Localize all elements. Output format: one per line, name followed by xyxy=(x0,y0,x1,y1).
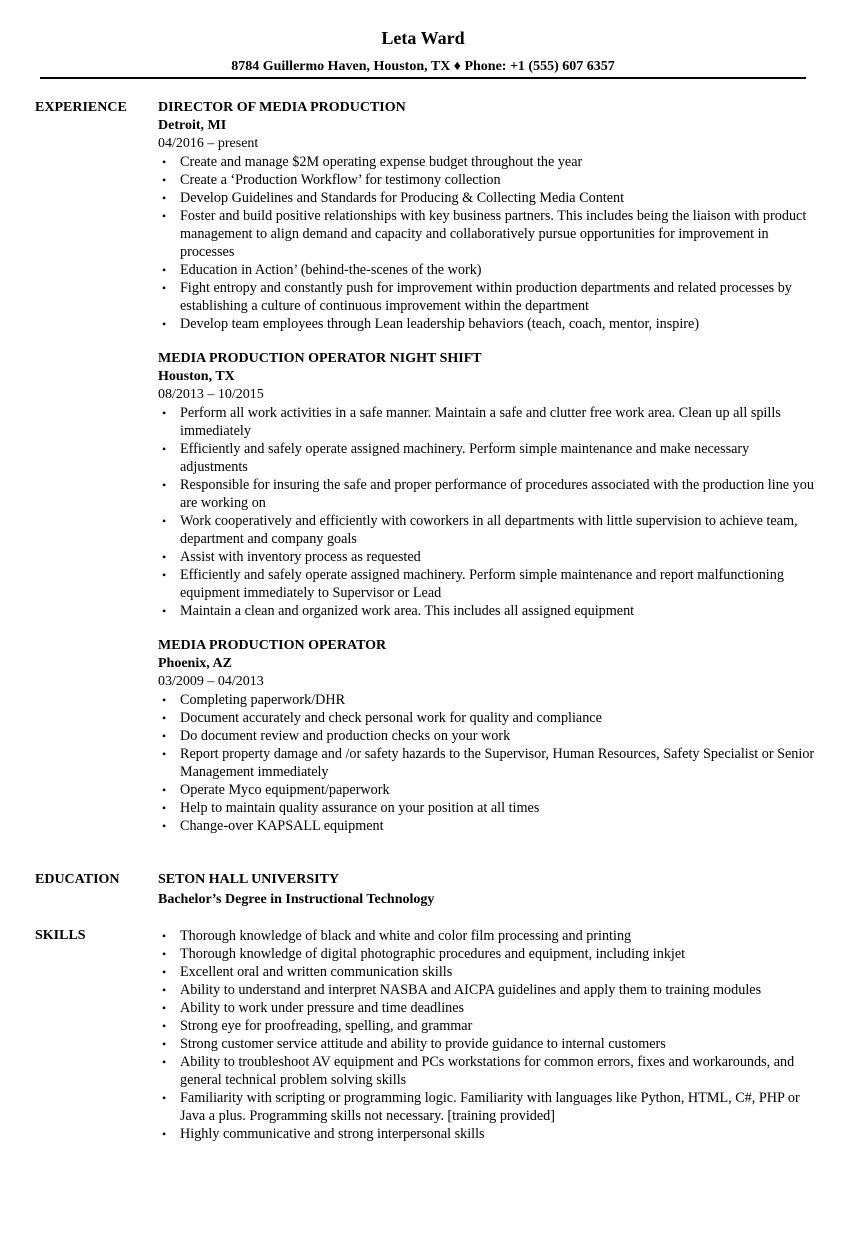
experience-body xyxy=(158,99,818,849)
bullet-icon: • xyxy=(162,263,167,277)
skill-text: Ability to work under pressure and time deadlines xyxy=(180,1000,465,1016)
bullet-icon: • xyxy=(162,729,167,743)
bullet-item xyxy=(158,261,818,279)
skills-body xyxy=(158,927,818,1143)
job-title: MEDIA PRODUCTION OPERATOR NIGHT SHIFT xyxy=(158,351,482,366)
bullet-icon: • xyxy=(162,711,167,725)
degree-name: Bachelor’s Degree in Instructional Technology xyxy=(158,892,435,907)
bullet-item xyxy=(158,440,818,476)
skill-item xyxy=(158,1053,818,1089)
candidate-name: Leta Ward xyxy=(381,28,465,48)
skill-item xyxy=(158,981,818,999)
bullet-item xyxy=(158,315,818,333)
bullet-item xyxy=(158,548,818,566)
bullet-text: Operate Myco equipment/paperwork xyxy=(180,782,390,798)
bullet-icon: • xyxy=(162,1091,167,1105)
bullet-text: Foster and build positive relationships with key business partners. This includes being the liaison with product management to align demand and capacity and collaboratively pursue opportunities for improvement in processes xyxy=(180,208,807,260)
bullet-text: Create and manage $2M operating expense budget throughout the year xyxy=(180,154,583,170)
bullet-text: Develop team employees through Lean leadership behaviors (teach, coach, mentor, inspire) xyxy=(180,316,700,332)
contact-line: 8784 Guillermo Haven, Houston, TX ♦ Phone: +1 (555) 607 6357 xyxy=(231,59,615,74)
bullet-item xyxy=(158,476,818,512)
bullet-item xyxy=(158,799,818,817)
bullet-icon: • xyxy=(162,173,167,187)
bullet-text: Fight entropy and constantly push for improvement within production departments and related processes by establishing a culture of continuous improvement within the department xyxy=(180,280,792,314)
job-location: Detroit, MI xyxy=(158,118,227,133)
bullet-text: Create a ‘Production Workflow’ for testimony collection xyxy=(180,172,501,188)
skill-item xyxy=(158,999,818,1017)
bullet-icon: • xyxy=(162,1055,167,1069)
skill-text: Highly communicative and strong interpersonal skills xyxy=(180,1126,485,1142)
job-entry xyxy=(158,637,818,835)
bullet-item xyxy=(158,171,818,189)
section-label-education: EDUCATION xyxy=(35,872,120,887)
bullet-icon: • xyxy=(162,801,167,815)
bullet-icon: • xyxy=(162,604,167,618)
bullet-text: Maintain a clean and organized work area. This includes all assigned equipment xyxy=(180,603,635,619)
job-dates: 04/2016 – present xyxy=(158,136,259,151)
bullet-icon: • xyxy=(162,191,167,205)
bullet-item xyxy=(158,512,818,548)
bullet-text: Report property damage and /or safety hazards to the Supervisor, Human Resources, Safety Specialist or Senior Management immediately xyxy=(180,746,815,780)
skill-item xyxy=(158,927,818,945)
bullet-icon: • xyxy=(162,819,167,833)
bullet-icon: • xyxy=(162,1019,167,1033)
bullet-text: Education in Action’ (behind-the-scenes of the work) xyxy=(180,262,482,278)
education-body xyxy=(158,871,818,909)
bullet-icon: • xyxy=(162,965,167,979)
bullet-text: Perform all work activities in a safe manner. Maintain a safe and clutter free work area. Clean up all spills immediately xyxy=(180,405,781,439)
bullet-icon: • xyxy=(162,568,167,582)
bullet-text: Do document review and production checks on your work xyxy=(180,728,511,744)
bullet-text: Change-over KAPSALL equipment xyxy=(180,818,384,834)
section-label-skills: SKILLS xyxy=(35,928,86,943)
skill-text: Ability to troubleshoot AV equipment and PCs workstations for common errors, fixes and workarounds, and general technical problem solving skills xyxy=(180,1054,795,1088)
job-location: Phoenix, AZ xyxy=(158,656,232,671)
job-dates: 03/2009 – 04/2013 xyxy=(158,674,264,689)
bullet-icon: • xyxy=(162,929,167,943)
bullet-text: Work cooperatively and efficiently with coworkers in all departments with little supervision to achieve team, department and company goals xyxy=(180,513,798,547)
bullet-item xyxy=(158,781,818,799)
section-label-experience: EXPERIENCE xyxy=(35,100,127,115)
school-name: SETON HALL UNIVERSITY xyxy=(158,872,340,887)
bullet-item xyxy=(158,404,818,440)
bullet-item xyxy=(158,189,818,207)
bullet-icon: • xyxy=(162,1001,167,1015)
skill-item xyxy=(158,963,818,981)
job-bullet-list xyxy=(158,153,818,333)
bullet-text: Completing paperwork/DHR xyxy=(180,692,346,708)
skill-item xyxy=(158,1017,818,1035)
bullet-icon: • xyxy=(162,747,167,761)
bullet-icon: • xyxy=(162,783,167,797)
job-dates: 08/2013 – 10/2015 xyxy=(158,387,264,402)
header-divider xyxy=(40,77,806,79)
bullet-icon: • xyxy=(162,442,167,456)
bullet-icon: • xyxy=(162,317,167,331)
bullet-item xyxy=(158,727,818,745)
skill-text: Strong eye for proofreading, spelling, and grammar xyxy=(180,1018,473,1034)
bullet-text: Responsible for insuring the safe and proper performance of procedures associated with the production line you are working on xyxy=(180,477,814,511)
job-bullet-list xyxy=(158,691,818,835)
bullet-item xyxy=(158,602,818,620)
bullet-item xyxy=(158,279,818,315)
resume-header xyxy=(0,27,846,76)
bullet-item xyxy=(158,745,818,781)
skill-text: Strong customer service attitude and ability to provide guidance to internal customers xyxy=(180,1036,666,1052)
bullet-text: Efficiently and safely operate assigned machinery. Perform simple maintenance and make necessary adjustments xyxy=(180,441,750,475)
job-location: Houston, TX xyxy=(158,369,235,384)
bullet-icon: • xyxy=(162,478,167,492)
bullet-text: Develop Guidelines and Standards for Producing & Collecting Media Content xyxy=(180,190,625,206)
bullet-icon: • xyxy=(162,693,167,707)
bullet-icon: • xyxy=(162,550,167,564)
skill-text: Thorough knowledge of digital photographic procedures and equipment, including inkjet xyxy=(180,946,686,962)
bullet-item xyxy=(158,709,818,727)
bullet-icon: • xyxy=(162,209,167,223)
bullet-text: Help to maintain quality assurance on your position at all times xyxy=(180,800,540,816)
skill-text: Familiarity with scripting or programming logic. Familiarity with languages like Python, HTML, C#, PHP or Java a plus. Programming skills not necessary. [training provided] xyxy=(180,1090,800,1124)
bullet-icon: • xyxy=(162,155,167,169)
bullet-icon: • xyxy=(162,983,167,997)
skill-item xyxy=(158,945,818,963)
skill-text: Thorough knowledge of black and white and color film processing and printing xyxy=(180,928,632,944)
skill-text: Excellent oral and written communication skills xyxy=(180,964,453,980)
skill-text: Ability to understand and interpret NASBA and AICPA guidelines and apply them to training modules xyxy=(180,982,762,998)
bullet-icon: • xyxy=(162,947,167,961)
skill-item xyxy=(158,1125,818,1143)
skills-list xyxy=(158,927,818,1143)
bullet-icon: • xyxy=(162,1037,167,1051)
bullet-item xyxy=(158,566,818,602)
job-entry xyxy=(158,350,818,620)
bullet-icon: • xyxy=(162,406,167,420)
bullet-item xyxy=(158,153,818,171)
bullet-icon: • xyxy=(162,1127,167,1141)
bullet-item xyxy=(158,207,818,261)
bullet-icon: • xyxy=(162,281,167,295)
bullet-text: Document accurately and check personal work for quality and compliance xyxy=(180,710,602,726)
bullet-text: Assist with inventory process as requested xyxy=(180,549,421,565)
skill-item xyxy=(158,1035,818,1053)
job-title: DIRECTOR OF MEDIA PRODUCTION xyxy=(158,100,406,115)
job-bullet-list xyxy=(158,404,818,620)
job-entry xyxy=(158,99,818,333)
skill-item xyxy=(158,1089,818,1125)
bullet-item xyxy=(158,817,818,835)
bullet-item xyxy=(158,691,818,709)
bullet-text: Efficiently and safely operate assigned machinery. Perform simple maintenance and report malfunctioning equipment immediately to Supervisor or Lead xyxy=(180,567,784,601)
job-title: MEDIA PRODUCTION OPERATOR xyxy=(158,638,387,653)
bullet-icon: • xyxy=(162,514,167,528)
